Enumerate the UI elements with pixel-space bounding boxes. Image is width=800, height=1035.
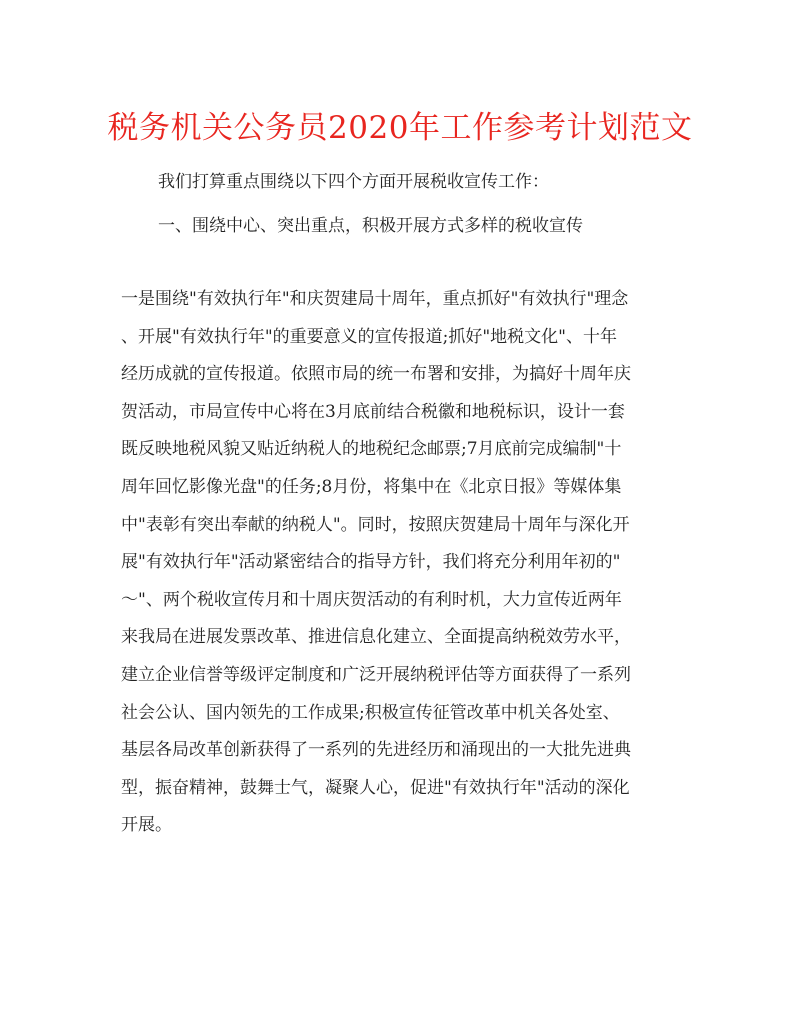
body-line: 中"表彰有突出奉献的纳税人"。同时，按照庆贺建局十周年与深化开 [121,514,630,535]
section-heading: 一、围绕中心、突出重点，积极开展方式多样的税收宣传 [158,216,583,236]
body-line: ～"、两个税收宣传月和十周庆贺活动的有利时机，大力宣传近两年 [121,589,622,610]
body-line: 贺活动，市局宣传中心将在3月底前结合税徽和地税标识，设计一套 [121,401,625,422]
body-line: 周年回忆影像光盘"的任务;8月份，将集中在《北京日报》等媒体集 [121,477,622,497]
body-line: 展"有效执行年"活动紧密结合的指导方针，我们将充分利用年初的" [121,552,621,573]
document-title: 税务机关公务员2020年工作参考计划范文 [107,110,693,146]
body-line: 、开展"有效执行年"的重要意义的宣传报道;抓好"地税文化"、十年 [121,326,618,347]
body-line: 基层各局改革创新获得了一系列的先进经历和涌现出的一大批先进典 [121,740,631,761]
body-line: 一是围绕"有效执行年"和庆贺建局十周年，重点抓好"有效执行"理念 [121,289,629,309]
body-line: 经历成就的宣传报道。依照市局的统一布署和安排，为搞好十周年庆 [121,364,631,385]
body-line: 建立企业信誉等级评定制度和广泛开展纳税评估等方面获得了一系列 [121,665,631,685]
body-line: 既反映地税风貌又贴近纳税人的地税纪念邮票;7月底前完成编制"十 [121,439,622,460]
body-line: 开展。 [121,815,172,836]
body-line: 社会公认、国内领先的工作成果;积极宣传征管改革中机关各处室、 [121,702,620,723]
intro-line: 我们打算重点围绕以下四个方面开展税收宣传工作： [158,172,549,192]
body-line: 来我局在进展发票改革、推进信息化建立、全面提高纳税效劳水平， [121,627,631,648]
body-line: 型，振奋精神，鼓舞士气，凝聚人心，促进"有效执行年"活动的深化 [121,777,630,798]
